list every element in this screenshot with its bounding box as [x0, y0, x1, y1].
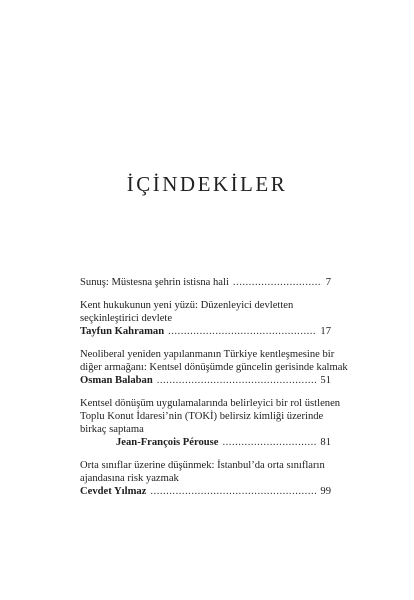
entry-title-line: Toplu Konut İdaresi’nin (TOKİ) belirsiz kimliği üzerinde: [80, 411, 324, 422]
dot-leader: [223, 436, 317, 449]
toc-row: [80, 325, 331, 338]
toc-row: [80, 436, 331, 449]
dot-leader: [233, 276, 322, 289]
page-title: İÇİNDEKİLER: [126, 172, 288, 196]
page-number: 99: [320, 486, 331, 497]
toc-entry-balaban: [80, 348, 348, 387]
toc-row: [80, 374, 331, 387]
toc-entry-perouse: [80, 397, 341, 449]
entry-title-line: Kentsel dönüşüm uygulamalarında belirleyici bir rol üstlenen: [80, 398, 341, 409]
toc-entry-kahraman: [80, 299, 331, 338]
page-number: 51: [320, 375, 331, 386]
entry-title-line: Kent hukukunun yeni yüzü: Düzenleyici devletten: [80, 300, 294, 311]
entry-author: Osman Balaban: [80, 375, 153, 386]
entry-title-line: birkaç saptama: [80, 424, 144, 435]
dot-leader: [168, 325, 316, 338]
entry-author: Tayfun Kahraman: [80, 326, 165, 337]
entry-title-line: seçkinleştirici devlete: [80, 313, 173, 324]
entry-title-line: Orta sınıflar üzerine düşünmek: İstanbul’da orta sınıfların: [80, 460, 325, 471]
entry-title-line: diğer armağanı: Kentsel dönüşümde güncelin gerisinde kalmak: [80, 362, 348, 373]
dot-leader: [150, 485, 316, 498]
entry-author: Cevdet Yılmaz: [80, 486, 147, 497]
toc-entry-yilmaz: [80, 459, 331, 498]
toc-entry-sunus: [80, 276, 331, 289]
dot-leader: [157, 374, 317, 387]
page-number: 81: [320, 437, 331, 448]
entry-title-line: ajandasına risk yazmak: [80, 473, 179, 484]
page-number: 17: [320, 326, 331, 337]
entry-author: Jean-François Pérouse: [116, 437, 219, 448]
entry-title: Sunuş: Müstesna şehrin istisna hali: [80, 277, 229, 288]
toc-row: [80, 485, 331, 498]
entry-title-line: Neoliberal yeniden yapılanmanın Türkiye kentleşmesine bir: [80, 349, 335, 360]
toc-row: [80, 276, 331, 289]
table-of-contents: [80, 276, 348, 508]
page-number: 7: [325, 277, 331, 288]
